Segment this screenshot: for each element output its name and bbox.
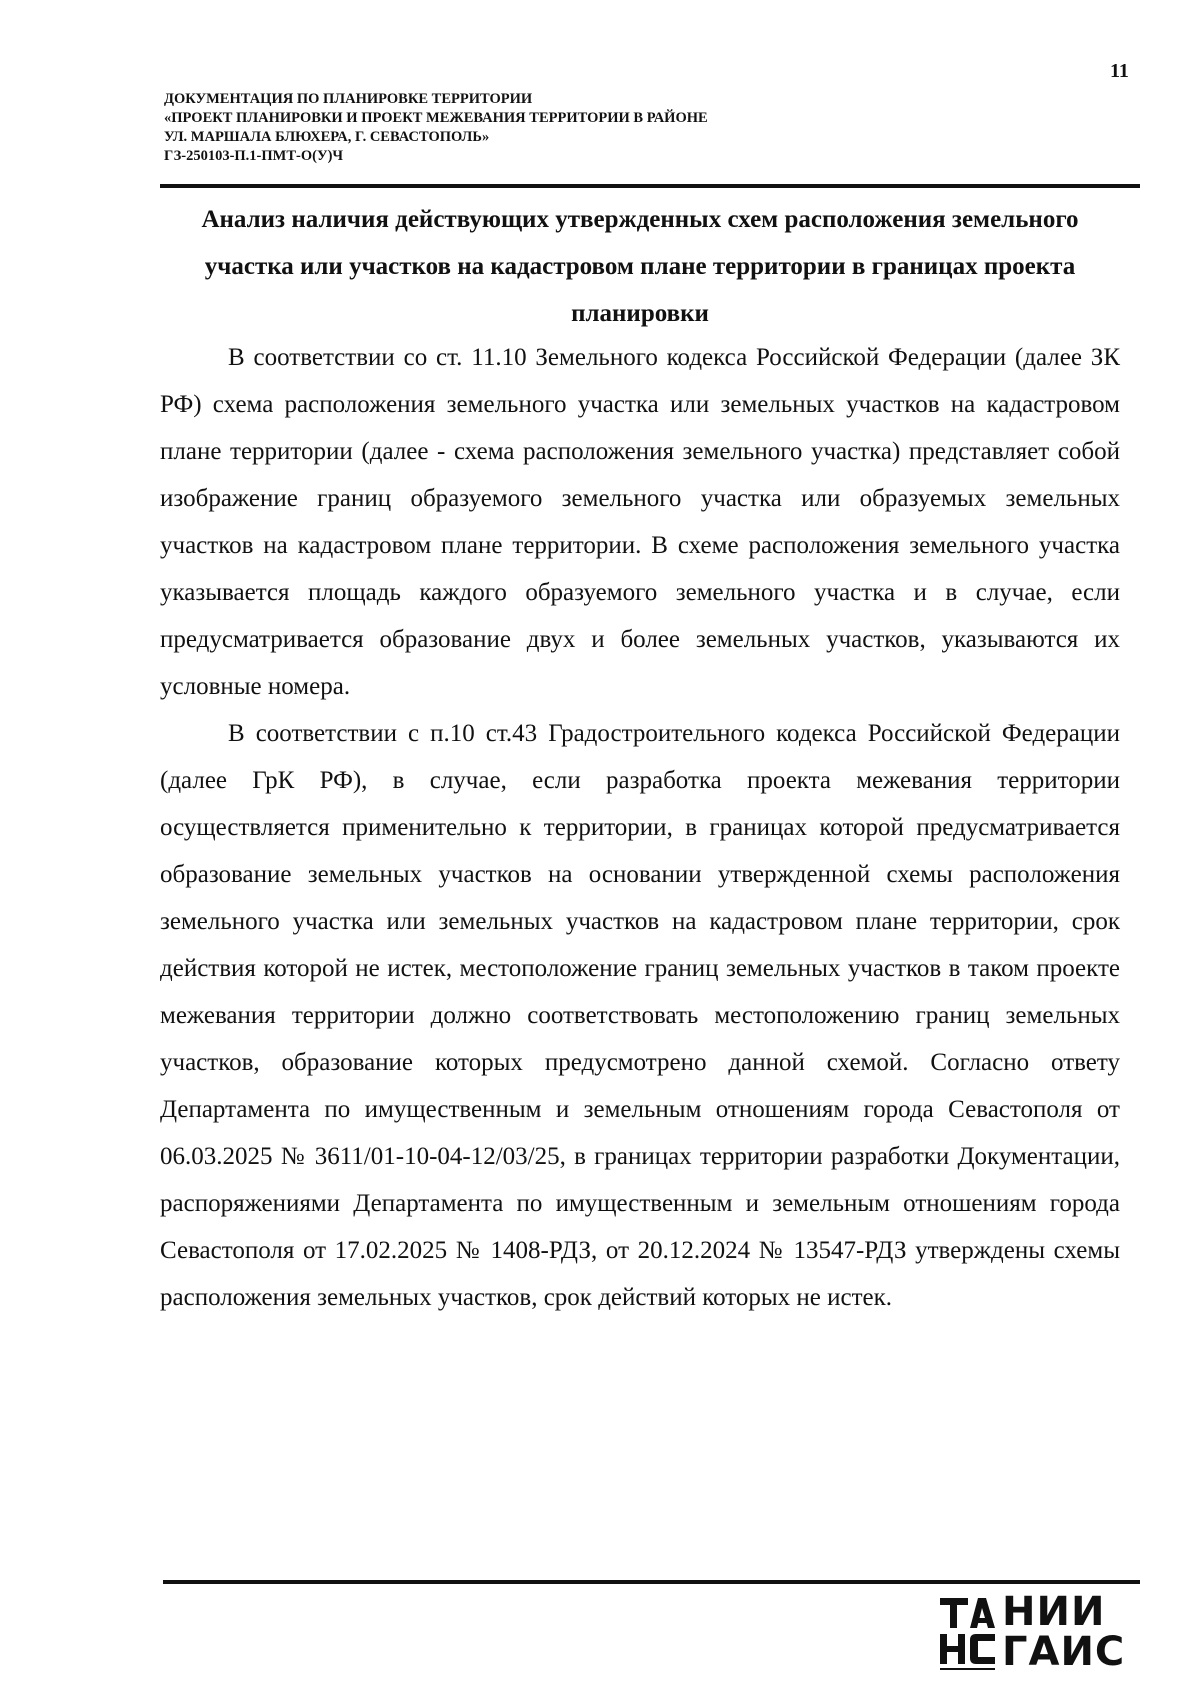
footer-divider xyxy=(163,1580,1140,1584)
paragraph: В соответствии с п.10 ст.43 Градостроительного кодекса Российской Федерации (далее ГрК РФ), в случае, если разработка проекта межевания территории осуществляется применительно к территории, в границах которой предусматривается образование земельных участков на основании утвержденной схемы расположения земельного участка или земельных участков на кадастровом плане территории, срок действия которой не истек, местоположение границ земельных участков в таком проекте межевания территории должно соответствовать местоположению границ земельных участков, образование которых предусмотрено данной схемой. Согласно ответу Департамента по имущественным и земельным отношениям города Севастополя от 06.03.2025 № 3611/01-10-04-12/03/25, в границах территории разработки Документации, распоряжениями Департамента по имущественным и земельным отношениям города Севастополя от 17.02.2025 № 1408-РДЗ, от 20.12.2024 № 13547-РДЗ утверждены схемы расположения земельных участков, срок действий которых не истек. xyxy=(160,720,1120,1311)
header-line: «ПРОЕКТ ПЛАНИРОВКИ И ПРОЕКТ МЕЖЕВАНИЯ ТЕРРИТОРИИ В РАЙОНЕ xyxy=(164,110,708,126)
ga-ns-monogram-icon xyxy=(940,1592,998,1672)
niigais-logo xyxy=(940,1589,1140,1682)
section-title: Анализ наличия действующих утвержденных схем расположения земельного участка или участков на кадастровом плане территории в границах проекта планировки xyxy=(201,206,1079,327)
logo-text-line1: НИИ xyxy=(1002,1589,1106,1635)
document-header xyxy=(164,90,1124,166)
header-line: ГЗ-250103-П.1-ПМТ-О(У)Ч xyxy=(164,148,344,164)
paragraph: В соответствии со ст. 11.10 Земельного кодекса Российской Федерации (далее ЗК РФ) схема расположения земельного участка или земельных участков на кадастровом плане территории (далее - схема расположения земельного участка) представляет собой изображение границ образуемого земельного участка или образуемых земельных участков на кадастровом плане территории. В схеме расположения земельного участка указывается площадь каждого образуемого земельного участка и в случае, если предусматривается образование двух и более земельных участков, указываются их условные номера. xyxy=(160,344,1120,700)
logo-text-line2: ГАИС xyxy=(1002,1629,1126,1675)
page-number: 11 xyxy=(1110,60,1129,82)
header-line: УЛ. МАРШАЛА БЛЮХЕРА, Г. СЕВАСТОПОЛЬ» xyxy=(164,129,490,145)
header-line: ДОКУМЕНТАЦИЯ ПО ПЛАНИРОВКЕ ТЕРРИТОРИИ xyxy=(164,91,533,107)
header-divider xyxy=(160,184,1140,188)
